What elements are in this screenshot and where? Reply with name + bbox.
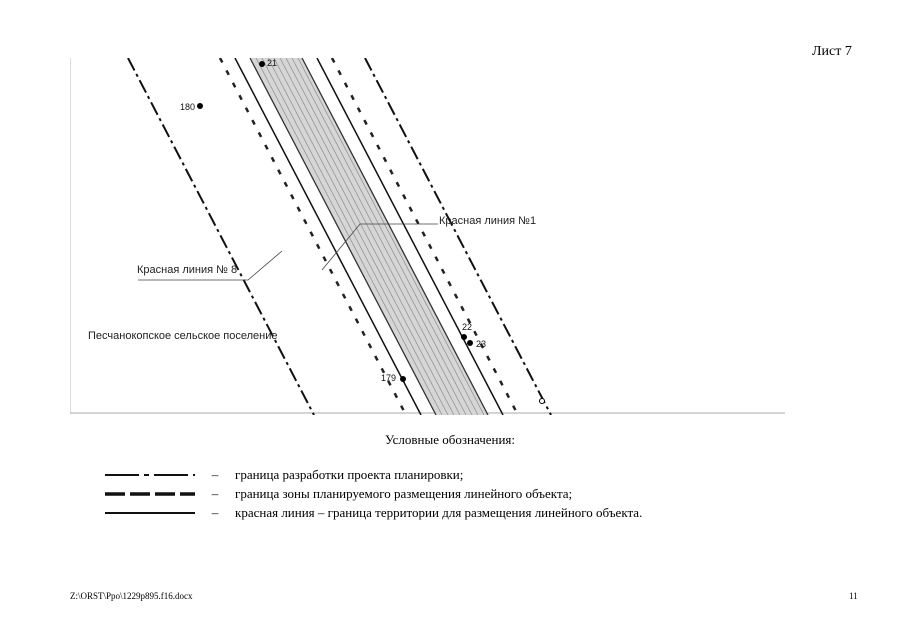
solid-line-symbol xyxy=(105,508,195,518)
legend-title: Условные обозначения: xyxy=(385,432,516,447)
point-23-marker xyxy=(467,340,473,346)
road-edge-left xyxy=(250,58,436,415)
red-line-8-label: Красная линия № 8 xyxy=(137,264,238,276)
point-label-180: 180 xyxy=(180,102,196,112)
legend-dash: – xyxy=(211,467,219,482)
road-corridor xyxy=(250,58,488,415)
map-drawing xyxy=(70,58,785,415)
point-label-23: 23 xyxy=(476,339,487,349)
legend-item-project-boundary xyxy=(105,467,463,483)
point-label-21: 21 xyxy=(267,58,278,68)
point-label-22: 22 xyxy=(462,322,473,332)
legend-dash: – xyxy=(211,486,219,501)
road-edge-right xyxy=(302,58,488,415)
point-21-marker xyxy=(259,61,265,67)
legend-text: красная линия – граница территории для размещения линейного объекта. xyxy=(235,505,643,520)
point-180-marker xyxy=(197,103,203,109)
point-179-marker xyxy=(400,376,406,382)
footer-file-path: Z:\ORST\Ppo\1229p895.f16.docx xyxy=(70,591,193,601)
point-label-179: 179 xyxy=(381,373,397,383)
legend-text: граница зоны планируемого размещения линейного объекта; xyxy=(235,486,573,501)
legend-text: граница разработки проекта планировки; xyxy=(235,467,464,482)
settlement-label: Песчанокопское сельское поселение xyxy=(88,330,278,342)
red-line-1-label: Красная линия №1 xyxy=(439,215,537,227)
sheet-label: Лист 7 xyxy=(812,44,852,59)
legend-item-red-line xyxy=(105,505,642,521)
footer-page-number: 11 xyxy=(849,591,858,601)
legend-item-zone-boundary xyxy=(105,486,572,502)
point-22-marker xyxy=(461,334,467,340)
map-svg xyxy=(70,58,785,415)
point-end-marker xyxy=(540,399,545,404)
dashed-thick-line-symbol xyxy=(105,489,195,499)
legend-dash: – xyxy=(211,505,219,520)
dash-dot-line-symbol xyxy=(105,470,195,480)
